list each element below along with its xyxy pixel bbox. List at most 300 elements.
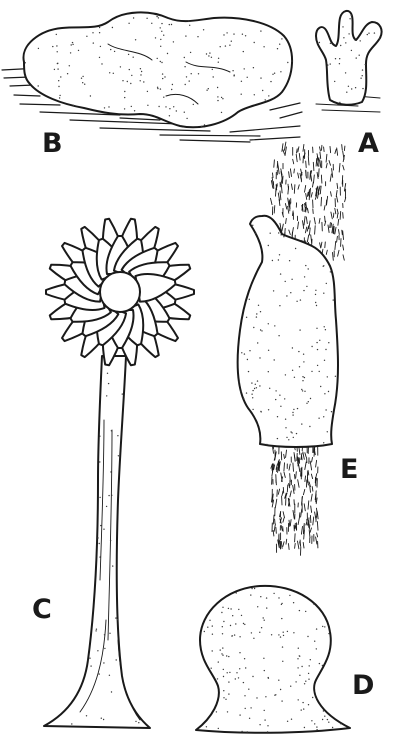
- stipple-dot: [301, 709, 302, 710]
- stipple-dot: [169, 115, 170, 116]
- stipple-dot: [99, 57, 100, 58]
- stipple-dot: [99, 32, 100, 33]
- bristle: [306, 194, 307, 200]
- stipple-dot: [292, 414, 293, 415]
- stipple-dot: [211, 57, 212, 58]
- stipple-dot: [162, 73, 163, 74]
- label-a: A: [358, 128, 379, 159]
- stipple-dot: [221, 97, 222, 98]
- bristle: [298, 147, 299, 152]
- stipple-dot: [264, 710, 265, 711]
- stipple-dot: [99, 673, 100, 674]
- bristle: [299, 154, 300, 161]
- bristle: [329, 161, 331, 166]
- bristle: [295, 534, 296, 542]
- bristle: [331, 192, 332, 197]
- bristle: [326, 163, 327, 168]
- stipple-dot: [60, 76, 61, 77]
- stipple-dot: [355, 87, 356, 88]
- stipple-dot: [267, 731, 268, 732]
- stipple-dot: [212, 625, 213, 626]
- bristle: [294, 185, 295, 194]
- bristle: [284, 472, 285, 477]
- stipple-dot: [300, 299, 301, 300]
- stipple-dot: [308, 401, 309, 402]
- bristle: [298, 541, 299, 549]
- stipple-dot: [239, 381, 240, 382]
- stipple-dot: [281, 603, 282, 604]
- stipple-dot: [228, 608, 229, 609]
- stipple-dot: [303, 361, 304, 362]
- stipple-dot: [204, 631, 205, 632]
- stipple-dot: [335, 58, 336, 59]
- stipple-dot: [167, 53, 168, 54]
- stipple-dot: [299, 329, 300, 330]
- stipple-dot: [315, 302, 316, 303]
- stipple-dot: [252, 409, 253, 410]
- stipple-dot: [310, 659, 311, 660]
- stipple-dot: [323, 293, 324, 294]
- stipple-dot: [278, 335, 279, 336]
- stipple-dot: [108, 495, 109, 496]
- bristle: [337, 196, 338, 202]
- stipple-dot: [236, 592, 237, 593]
- stipple-dot: [322, 626, 323, 627]
- stipple-dot: [267, 725, 268, 726]
- bristle: [321, 197, 322, 206]
- stipple-dot: [229, 672, 230, 673]
- bristle: [287, 485, 288, 492]
- stipple-dot: [73, 105, 74, 106]
- bristle: [313, 162, 314, 170]
- stipple-dot: [324, 326, 325, 327]
- stipple-dot: [301, 666, 302, 667]
- stipple-dot: [106, 506, 107, 507]
- stipple-dot: [270, 233, 271, 234]
- stipple-dot: [96, 629, 97, 630]
- stipple-dot: [127, 81, 128, 82]
- stipple-dot: [273, 593, 274, 594]
- bristle: [309, 530, 310, 538]
- bristle: [301, 509, 302, 517]
- stipple-dot: [222, 98, 223, 99]
- stipple-dot: [330, 43, 331, 44]
- stipple-dot: [294, 377, 295, 378]
- stipple-dot: [304, 727, 305, 728]
- stipple-dot: [308, 704, 309, 705]
- bristle: [316, 159, 317, 167]
- stipple-dot: [309, 665, 310, 666]
- stipple-dot: [222, 633, 223, 634]
- stipple-dot: [133, 57, 134, 58]
- stipple-dot: [335, 376, 336, 377]
- stipple-dot: [245, 708, 246, 709]
- stipple-dot: [243, 51, 244, 52]
- bristle: [299, 513, 300, 518]
- stipple-dot: [322, 665, 323, 666]
- stipple-dot: [316, 729, 317, 730]
- bristle: [290, 520, 291, 526]
- stipple-dot: [328, 342, 329, 343]
- bristle: [305, 227, 306, 233]
- stipple-dot: [356, 57, 357, 58]
- stipple-dot: [292, 370, 293, 371]
- stipple-dot: [268, 677, 269, 678]
- stipple-dot: [129, 69, 130, 70]
- bristle: [319, 186, 320, 192]
- bristle: [299, 464, 300, 472]
- bristle: [305, 476, 306, 482]
- stipple-dot: [283, 632, 284, 633]
- stipple-dot: [84, 84, 85, 85]
- stipple-dot: [258, 305, 259, 306]
- stipple-dot: [283, 635, 284, 636]
- bristle: [308, 208, 309, 213]
- stipple-dot: [151, 23, 152, 24]
- stipple-dot: [185, 35, 186, 36]
- bristle: [320, 147, 321, 151]
- stipple-dot: [256, 387, 257, 388]
- stipple-dot: [208, 55, 209, 56]
- stipple-dot: [108, 383, 109, 384]
- stipple-dot: [246, 392, 247, 393]
- stipple-dot: [379, 38, 380, 39]
- bristle: [337, 148, 338, 155]
- stipple-dot: [56, 45, 57, 46]
- stipple-dot: [260, 30, 261, 31]
- stipple-dot: [176, 110, 177, 111]
- stipple-dot: [264, 719, 265, 720]
- stipple-dot: [218, 661, 219, 662]
- stipple-dot: [301, 423, 302, 424]
- stipple-dot: [223, 621, 224, 622]
- bristle: [303, 525, 304, 533]
- stipple-dot: [291, 719, 292, 720]
- stipple-dot: [315, 294, 316, 295]
- stipple-dot: [208, 88, 209, 89]
- stipple-dot: [56, 34, 57, 35]
- bristle: [333, 253, 334, 261]
- stipple-dot: [266, 607, 267, 608]
- stipple-dot: [298, 351, 299, 352]
- stipple-dot: [374, 32, 375, 33]
- stipple-dot: [308, 679, 309, 680]
- stipple-dot: [285, 281, 286, 282]
- stipple-dot: [110, 471, 111, 472]
- stipple-dot: [222, 655, 223, 656]
- stipple-dot: [348, 33, 349, 34]
- stipple-dot: [360, 40, 361, 41]
- stipple-dot: [285, 419, 286, 420]
- stipple-dot: [247, 731, 248, 732]
- bristle: [283, 518, 284, 522]
- stipple-dot: [118, 455, 119, 456]
- bristle: [306, 217, 307, 224]
- stipple-dot: [278, 232, 279, 233]
- bristle: [315, 226, 316, 235]
- stipple-dot: [221, 612, 222, 613]
- figure-e: [238, 142, 346, 555]
- bristle: [299, 448, 300, 455]
- stipple-dot: [260, 596, 261, 597]
- stipple-dot: [109, 675, 110, 676]
- stipple-dot: [278, 597, 279, 598]
- stipple-dot: [242, 34, 243, 35]
- stipple-dot: [227, 672, 228, 673]
- stipple-dot: [140, 68, 141, 69]
- stipple-dot: [238, 677, 239, 678]
- stipple-dot: [103, 719, 104, 720]
- bristle: [312, 487, 313, 492]
- stipple-dot: [218, 62, 219, 63]
- stipple-dot: [238, 609, 239, 610]
- stipple-dot: [317, 365, 318, 366]
- stipple-dot: [362, 75, 363, 76]
- bristle: [309, 221, 310, 229]
- bristle: [294, 169, 295, 173]
- stipple-dot: [225, 699, 226, 700]
- stipple-dot: [86, 36, 87, 37]
- stipple-dot: [325, 409, 326, 410]
- stipple-dot: [160, 88, 161, 89]
- stipple-dot: [316, 328, 317, 329]
- bristle: [305, 462, 306, 470]
- stipple-dot: [99, 461, 100, 462]
- stipple-dot: [285, 374, 286, 375]
- bristle: [301, 526, 302, 534]
- stipple-dot: [328, 391, 329, 392]
- stipple-dot: [217, 87, 218, 88]
- stipple-dot: [254, 588, 255, 589]
- stipple-dot: [319, 371, 320, 372]
- stipple-dot: [95, 630, 96, 631]
- stipple-dot: [275, 399, 276, 400]
- stipple-dot: [122, 393, 123, 394]
- stipple-dot: [157, 87, 158, 88]
- stipple-dot: [296, 301, 297, 302]
- stipple-dot: [286, 437, 287, 438]
- stipple-dot: [280, 636, 281, 637]
- stipple-dot: [107, 373, 108, 374]
- stipple-dot: [249, 718, 250, 719]
- bristle: [289, 230, 291, 235]
- stipple-dot: [186, 118, 187, 119]
- bristle: [296, 154, 297, 161]
- stipple-dot: [312, 697, 313, 698]
- stipple-dot: [265, 99, 266, 100]
- stipple-dot: [231, 635, 232, 636]
- stipple-dot: [69, 65, 70, 66]
- bristle: [278, 489, 279, 494]
- bristle: [338, 250, 339, 256]
- stipple-dot: [120, 66, 121, 67]
- stipple-dot: [304, 276, 305, 277]
- stipple-dot: [104, 634, 105, 635]
- stipple-dot: [99, 556, 100, 557]
- stipple-dot: [252, 225, 253, 226]
- stipple-dot: [268, 409, 269, 410]
- stipple-dot: [239, 636, 240, 637]
- stipple-dot: [197, 36, 198, 37]
- stipple-dot: [268, 245, 269, 246]
- stipple-dot: [251, 382, 252, 383]
- stipple-dot: [354, 39, 355, 40]
- stipple-dot: [78, 50, 79, 51]
- stipple-dot: [360, 78, 361, 79]
- bristle: [335, 149, 336, 153]
- stipple-dot: [111, 691, 112, 692]
- bristle: [314, 175, 315, 183]
- bristle: [330, 174, 331, 181]
- stipple-dot: [250, 594, 251, 595]
- bristle: [308, 501, 309, 509]
- stipple-dot: [248, 371, 249, 372]
- bristle: [338, 220, 339, 226]
- stipple-dot: [155, 37, 156, 38]
- stipple-dot: [134, 110, 135, 111]
- bristle: [308, 470, 309, 475]
- stipple-dot: [290, 686, 291, 687]
- stipple-dot: [201, 126, 202, 127]
- stipple-dot: [246, 317, 247, 318]
- bristle: [290, 474, 291, 482]
- bristle: [305, 453, 306, 457]
- bristle: [310, 515, 311, 522]
- stipple-dot: [190, 52, 191, 53]
- stipple-dot: [233, 33, 234, 34]
- stipple-dot: [110, 49, 111, 50]
- stipple-dot: [289, 260, 290, 261]
- stipple-dot: [302, 702, 303, 703]
- stipple-dot: [131, 106, 132, 107]
- bristle: [280, 191, 281, 200]
- stipple-dot: [250, 707, 251, 708]
- bristle: [303, 489, 304, 494]
- stipple-dot: [231, 41, 232, 42]
- bristle: [339, 230, 340, 235]
- stipple-dot: [213, 76, 214, 77]
- stipple-dot: [349, 18, 350, 19]
- stipple-dot: [259, 632, 260, 633]
- stipple-dot: [162, 78, 163, 79]
- bristle: [278, 466, 279, 473]
- bristle: [316, 537, 317, 544]
- stipple-dot: [253, 67, 254, 68]
- stipple-dot: [252, 676, 253, 677]
- stipple-dot: [362, 88, 363, 89]
- stipple-dot: [89, 658, 90, 659]
- stipple-dot: [157, 58, 158, 59]
- bristle: [328, 225, 329, 233]
- stipple-dot: [324, 716, 325, 717]
- bristle: [307, 519, 308, 525]
- stipple-dot: [67, 73, 68, 74]
- stipple-dot: [226, 655, 227, 656]
- stipple-dot: [248, 689, 249, 690]
- stipple-dot: [264, 670, 265, 671]
- stipple-dot: [272, 260, 273, 261]
- stipple-dot: [140, 74, 141, 75]
- stipple-dot: [275, 390, 276, 391]
- bristle: [288, 184, 289, 189]
- bristle: [309, 525, 310, 529]
- stipple-dot: [235, 678, 236, 679]
- stipple-dot: [302, 390, 303, 391]
- stipple-dot: [218, 58, 219, 59]
- stipple-dot: [262, 90, 263, 91]
- stipple-dot: [279, 305, 280, 306]
- stipple-dot: [253, 327, 254, 328]
- stipple-dot: [261, 330, 262, 331]
- stipple-dot: [272, 74, 273, 75]
- stipple-dot: [223, 669, 224, 670]
- bristle: [303, 144, 304, 151]
- bristle: [335, 242, 336, 250]
- figure-c-stalk: [44, 356, 150, 728]
- stipple-dot: [328, 722, 329, 723]
- bristle: [284, 463, 285, 471]
- bristle: [290, 169, 291, 177]
- stipple-dot: [306, 286, 307, 287]
- stipple-dot: [351, 50, 352, 51]
- bristle: [320, 152, 321, 159]
- stipple-dot: [270, 81, 271, 82]
- bristle: [284, 454, 285, 458]
- stipple-dot: [277, 438, 278, 439]
- stipple-dot: [113, 73, 114, 74]
- bristle: [317, 522, 318, 531]
- stipple-dot: [135, 721, 136, 722]
- bristle: [330, 223, 331, 228]
- stipple-dot: [304, 377, 305, 378]
- stipple-dot: [133, 17, 134, 18]
- stipple-dot: [239, 652, 240, 653]
- stipple-dot: [135, 39, 136, 40]
- stipple-dot: [247, 359, 248, 360]
- bristle: [344, 146, 345, 151]
- stipple-dot: [256, 316, 257, 317]
- bristle: [291, 184, 292, 190]
- stipple-dot: [293, 409, 294, 410]
- stipple-dot: [117, 619, 118, 620]
- stipple-dot: [247, 77, 248, 78]
- stipple-dot: [324, 393, 325, 394]
- stipple-dot: [186, 76, 187, 77]
- bristle: [325, 242, 326, 248]
- bristle: [289, 172, 290, 178]
- bristle: [274, 206, 275, 214]
- stipple-dot: [257, 380, 258, 381]
- bristle: [327, 196, 328, 205]
- stipple-dot: [222, 626, 223, 627]
- bristle: [309, 228, 310, 235]
- stipple-dot: [345, 72, 346, 73]
- bristle: [278, 166, 279, 174]
- bristle: [293, 159, 294, 164]
- stipple-dot: [328, 633, 329, 634]
- stipple-dot: [333, 299, 334, 300]
- stipple-dot: [243, 623, 244, 624]
- stipple-dot: [251, 588, 252, 589]
- stipple-dot: [326, 283, 327, 284]
- stipple-dot: [268, 323, 269, 324]
- stipple-dot: [147, 91, 148, 92]
- figure-e-lower-bristles: [271, 444, 318, 555]
- stipple-dot: [260, 77, 261, 78]
- stipple-dot: [297, 408, 298, 409]
- stipple-dot: [99, 543, 100, 544]
- bristle: [317, 533, 318, 537]
